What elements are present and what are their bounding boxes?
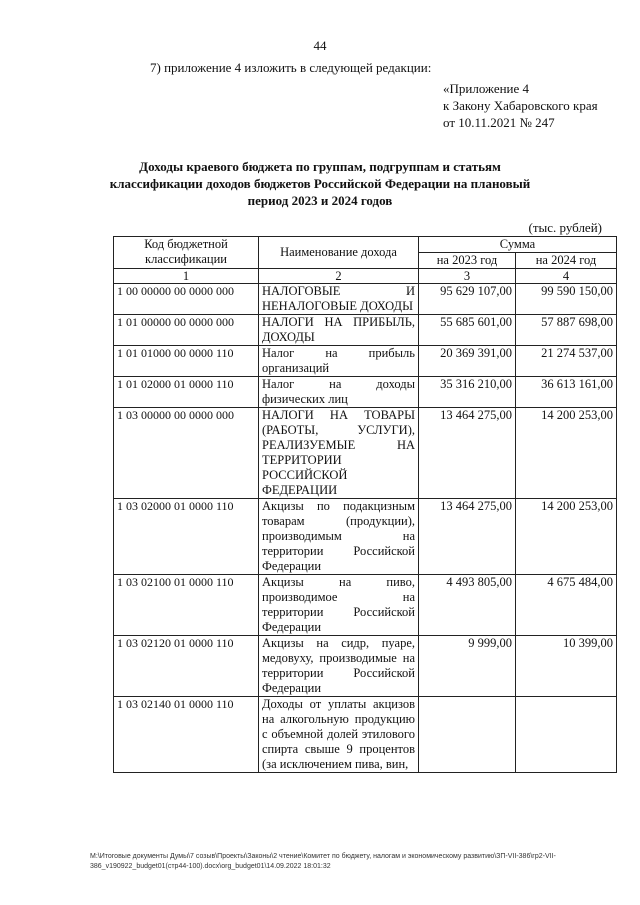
row-name: НАЛОГИ НА ПРИБЫЛЬ, ДОХОДЫ [259,315,419,346]
row-value-2023: 55 685 601,00 [419,315,516,346]
table-row [114,499,617,575]
row-name: Акцизы на пиво, производимое на территории Российской Федерации [259,575,419,636]
row-name: Налог на прибыль организаций [259,346,419,377]
row-name: НАЛОГИ НА ТОВАРЫ (РАБОТЫ, УСЛУГИ), РЕАЛИЗУЕМЫЕ НА ТЕРРИТОРИИ РОССИЙСКОЙ ФЕДЕРАЦИИ [259,408,419,499]
row-name: Налог на доходы физических лиц [259,377,419,408]
appendix-line: от 10.11.2021 № 247 [443,115,555,130]
row-value-2023: 4 493 805,00 [419,575,516,636]
table-row [114,636,617,697]
header-2024: на 2024 год [516,253,617,269]
table-row [114,408,617,499]
column-number: 3 [419,269,516,284]
row-code: 1 03 02100 01 0000 110 [114,575,259,636]
row-code: 1 03 02140 01 0000 110 [114,697,259,773]
unit-label: (тыс. рублей) [528,220,602,235]
column-number-row [114,269,617,284]
row-value-2024: 14 200 253,00 [516,499,617,575]
row-value-2024 [516,697,617,773]
row-name: НАЛОГОВЫЕ И НЕНАЛОГОВЫЕ ДОХОДЫ [259,284,419,315]
appendix-line: к Закону Хабаровского края [443,98,598,113]
header-2023: на 2023 год [419,253,516,269]
row-value-2024: 10 399,00 [516,636,617,697]
column-number: 4 [516,269,617,284]
table-row [114,377,617,408]
row-value-2024: 57 887 698,00 [516,315,617,346]
header-code: Код бюджетной классификации [114,237,259,269]
row-value-2024: 4 675 484,00 [516,575,617,636]
table-row [114,697,617,773]
table-row [114,284,617,315]
table-row [114,575,617,636]
row-code: 1 01 01000 00 0000 110 [114,346,259,377]
header-sum: Сумма [419,237,617,253]
intro-text: 7) приложение 4 изложить в следующей редакции: [150,60,432,75]
row-value-2023: 13 464 275,00 [419,408,516,499]
row-value-2023: 20 369 391,00 [419,346,516,377]
page-number: 44 [313,38,327,53]
row-value-2023: 13 464 275,00 [419,499,516,575]
row-code: 1 01 02000 01 0000 110 [114,377,259,408]
row-value-2023 [419,697,516,773]
row-value-2024: 21 274 537,00 [516,346,617,377]
revenue-table [113,236,617,773]
table-header-row [114,237,617,253]
appendix-reference [443,80,598,131]
column-number: 1 [114,269,259,284]
column-number: 2 [259,269,419,284]
row-code: 1 03 02120 01 0000 110 [114,636,259,697]
row-value-2024: 36 613 161,00 [516,377,617,408]
document-title: Доходы краевого бюджета по группам, подгруппам и статьям классификации доходов бюджетов Российской Федерации на плановый период 2023 и 2024 годов [109,159,531,208]
table-row [114,346,617,377]
row-value-2023: 9 999,00 [419,636,516,697]
file-path-footer: M:\Итоговые документы Думы\7 созыв\Проекты\Законы\2 чтение\Комитет по бюджету, налогам и экономическому развитию\ЗП-VII-386\гр2-VII-386_v190922_budget01(стр44-100).docx\org_budget01\14.09.2022 18:01:32 [90,853,556,870]
row-name: Акцизы на сидр, пуаре, медовуху, производимые на территории Российской Федерации [259,636,419,697]
row-value-2024: 14 200 253,00 [516,408,617,499]
appendix-line: «Приложение 4 [443,81,530,96]
row-code: 1 03 02000 01 0000 110 [114,499,259,575]
row-code: 1 03 00000 00 0000 000 [114,408,259,499]
row-value-2023: 95 629 107,00 [419,284,516,315]
row-value-2023: 35 316 210,00 [419,377,516,408]
row-name: Доходы от уплаты акцизов на алкогольную продукцию с объемной долей этилового спирта свыше 9 процентов (за исключением пива, вин, [259,697,419,773]
row-name: Акцизы по подакцизным товарам (продукции), производимым на территории Российской Федерации [259,499,419,575]
row-code: 1 00 00000 00 0000 000 [114,284,259,315]
row-code: 1 01 00000 00 0000 000 [114,315,259,346]
header-name: Наименование дохода [259,237,419,269]
row-value-2024: 99 590 150,00 [516,284,617,315]
table-row [114,315,617,346]
